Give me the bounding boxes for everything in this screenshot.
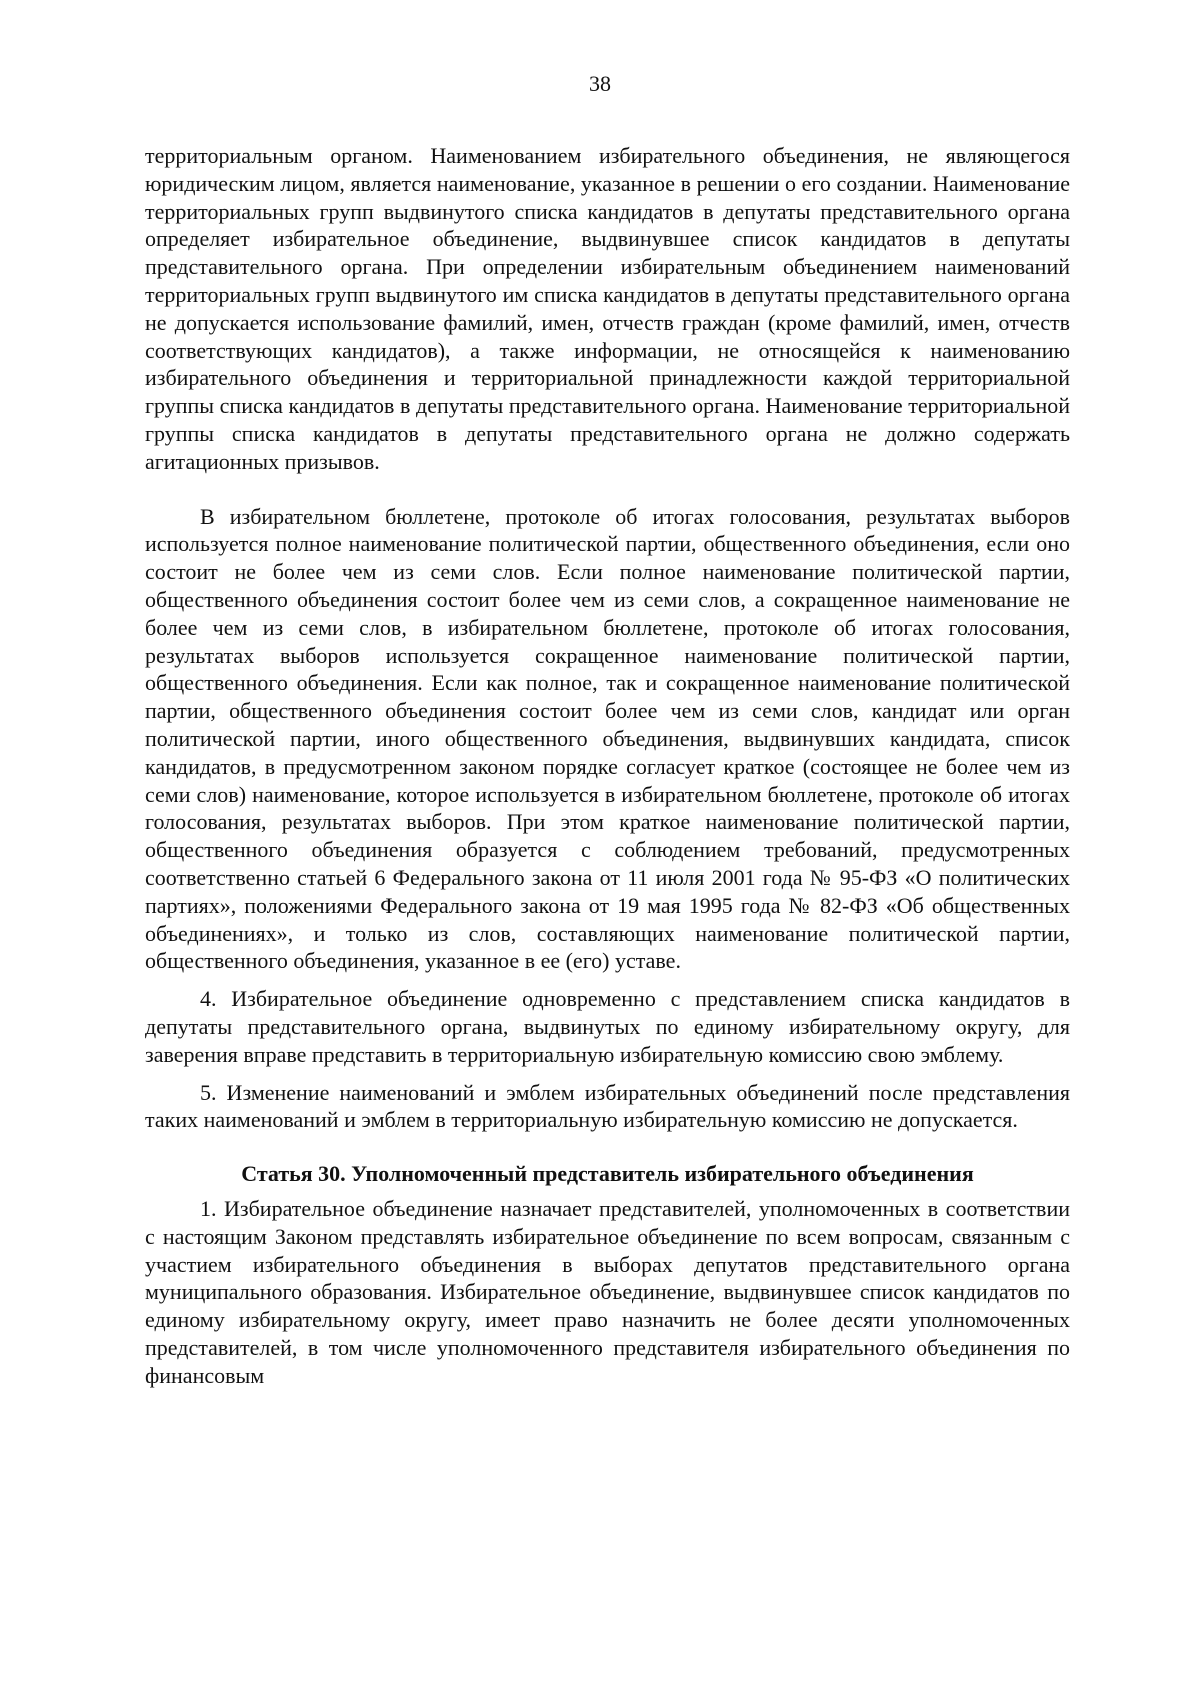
article-heading: Статья 30. Уполномоченный представитель избирательного объединения: [241, 1161, 974, 1187]
page-number: 38: [589, 71, 611, 96]
paragraph-item-4: 4. Избирательное объединение одновременно с представлением списка кандидатов в депутаты представительного органа, выдвинутых по единому избирательному округу, для заверения вправе представить в территориальную избирательную комиссию свою эмблему.: [145, 986, 1070, 1067]
article-paragraph-1: 1. Избирательное объединение назначает представителей, уполномоченных в соответствии с настоящим Законом представлять избирательное объединение по всем вопросам, связанным с участием избирательного объединения в выборах депутатов представительного органа муниципального образования. Избирательное объединение, выдвинувшее список кандидатов по единому избирательному округу, имеет право назначить не более десяти уполномоченных представителей, в том числе уполномоченного представителя избирательного объединения по финансовым: [145, 1196, 1070, 1388]
document-body: [145, 142, 1070, 1390]
paragraph-continuation: территориальным органом. Наименованием избирательного объединения, не являющегося юридическим лицом, является наименование, указанное в решении о его создании. Наименование территориальных групп выдвинутого списка кандидатов в депутаты представительного органа определяет избирательное объединение, выдвинувшее список кандидатов в депутаты представительного органа. При определении избирательным объединением наименований территориальных групп выдвинутого им списка кандидатов в депутаты представительного органа не допускается использование фамилий, имен, отчеств граждан (кроме фамилий, имен, отчеств соответствующих кандидатов), а также информации, не относящейся к наименованию избирательного объединения и территориальной принадлежности каждой территориальной группы списка кандидатов в депутаты представительного органа. Наименование территориальной группы списка кандидатов в депутаты представительного органа не должно содержать агитационных призывов.: [145, 143, 1070, 474]
paragraph-item-5: 5. Изменение наименований и эмблем избирательных объединений после представления таких наименований и эмблем в территориальную избирательную комиссию не допускается.: [145, 1079, 1070, 1133]
paragraph-ballot-names: В избирательном бюллетене, протоколе об итогах голосования, результатах выборов используется полное наименование политической партии, общественного объединения, если оно состоит не более чем из семи слов. Если полное наименование политической партии, общественного объединения состоит более чем из семи слов, а сокращенное наименование не более чем из семи слов, в избирательном бюллетене, протоколе об итогах голосования, результатах выборов используется сокращенное наименование политической партии, общественного объединения. Если как полное, так и сокращенное наименование политической партии, общественного объединения состоит более чем из семи слов, кандидат или орган политической партии, иного общественного объединения, выдвинувших кандидата, список кандидатов, в предусмотренном законом порядке согласует краткое (состоящее не более чем из семи слов) наименование, которое используется в избирательном бюллетене, протоколе об итогах голосования, результатах выборов. При этом краткое наименование политической партии, общественного объединения образуется с соблюдением требований, предусмотренных соответственно статьей 6 Федерального закона от 11 июля 2001 года № 95-ФЗ «О политических партиях», положениями Федерального закона от 19 мая 1995 года № 82-ФЗ «Об общественных объединениях», и только из слов, составляющих наименование политической партии, общественного объединения, указанное в ее (его) уставе.: [145, 503, 1070, 974]
